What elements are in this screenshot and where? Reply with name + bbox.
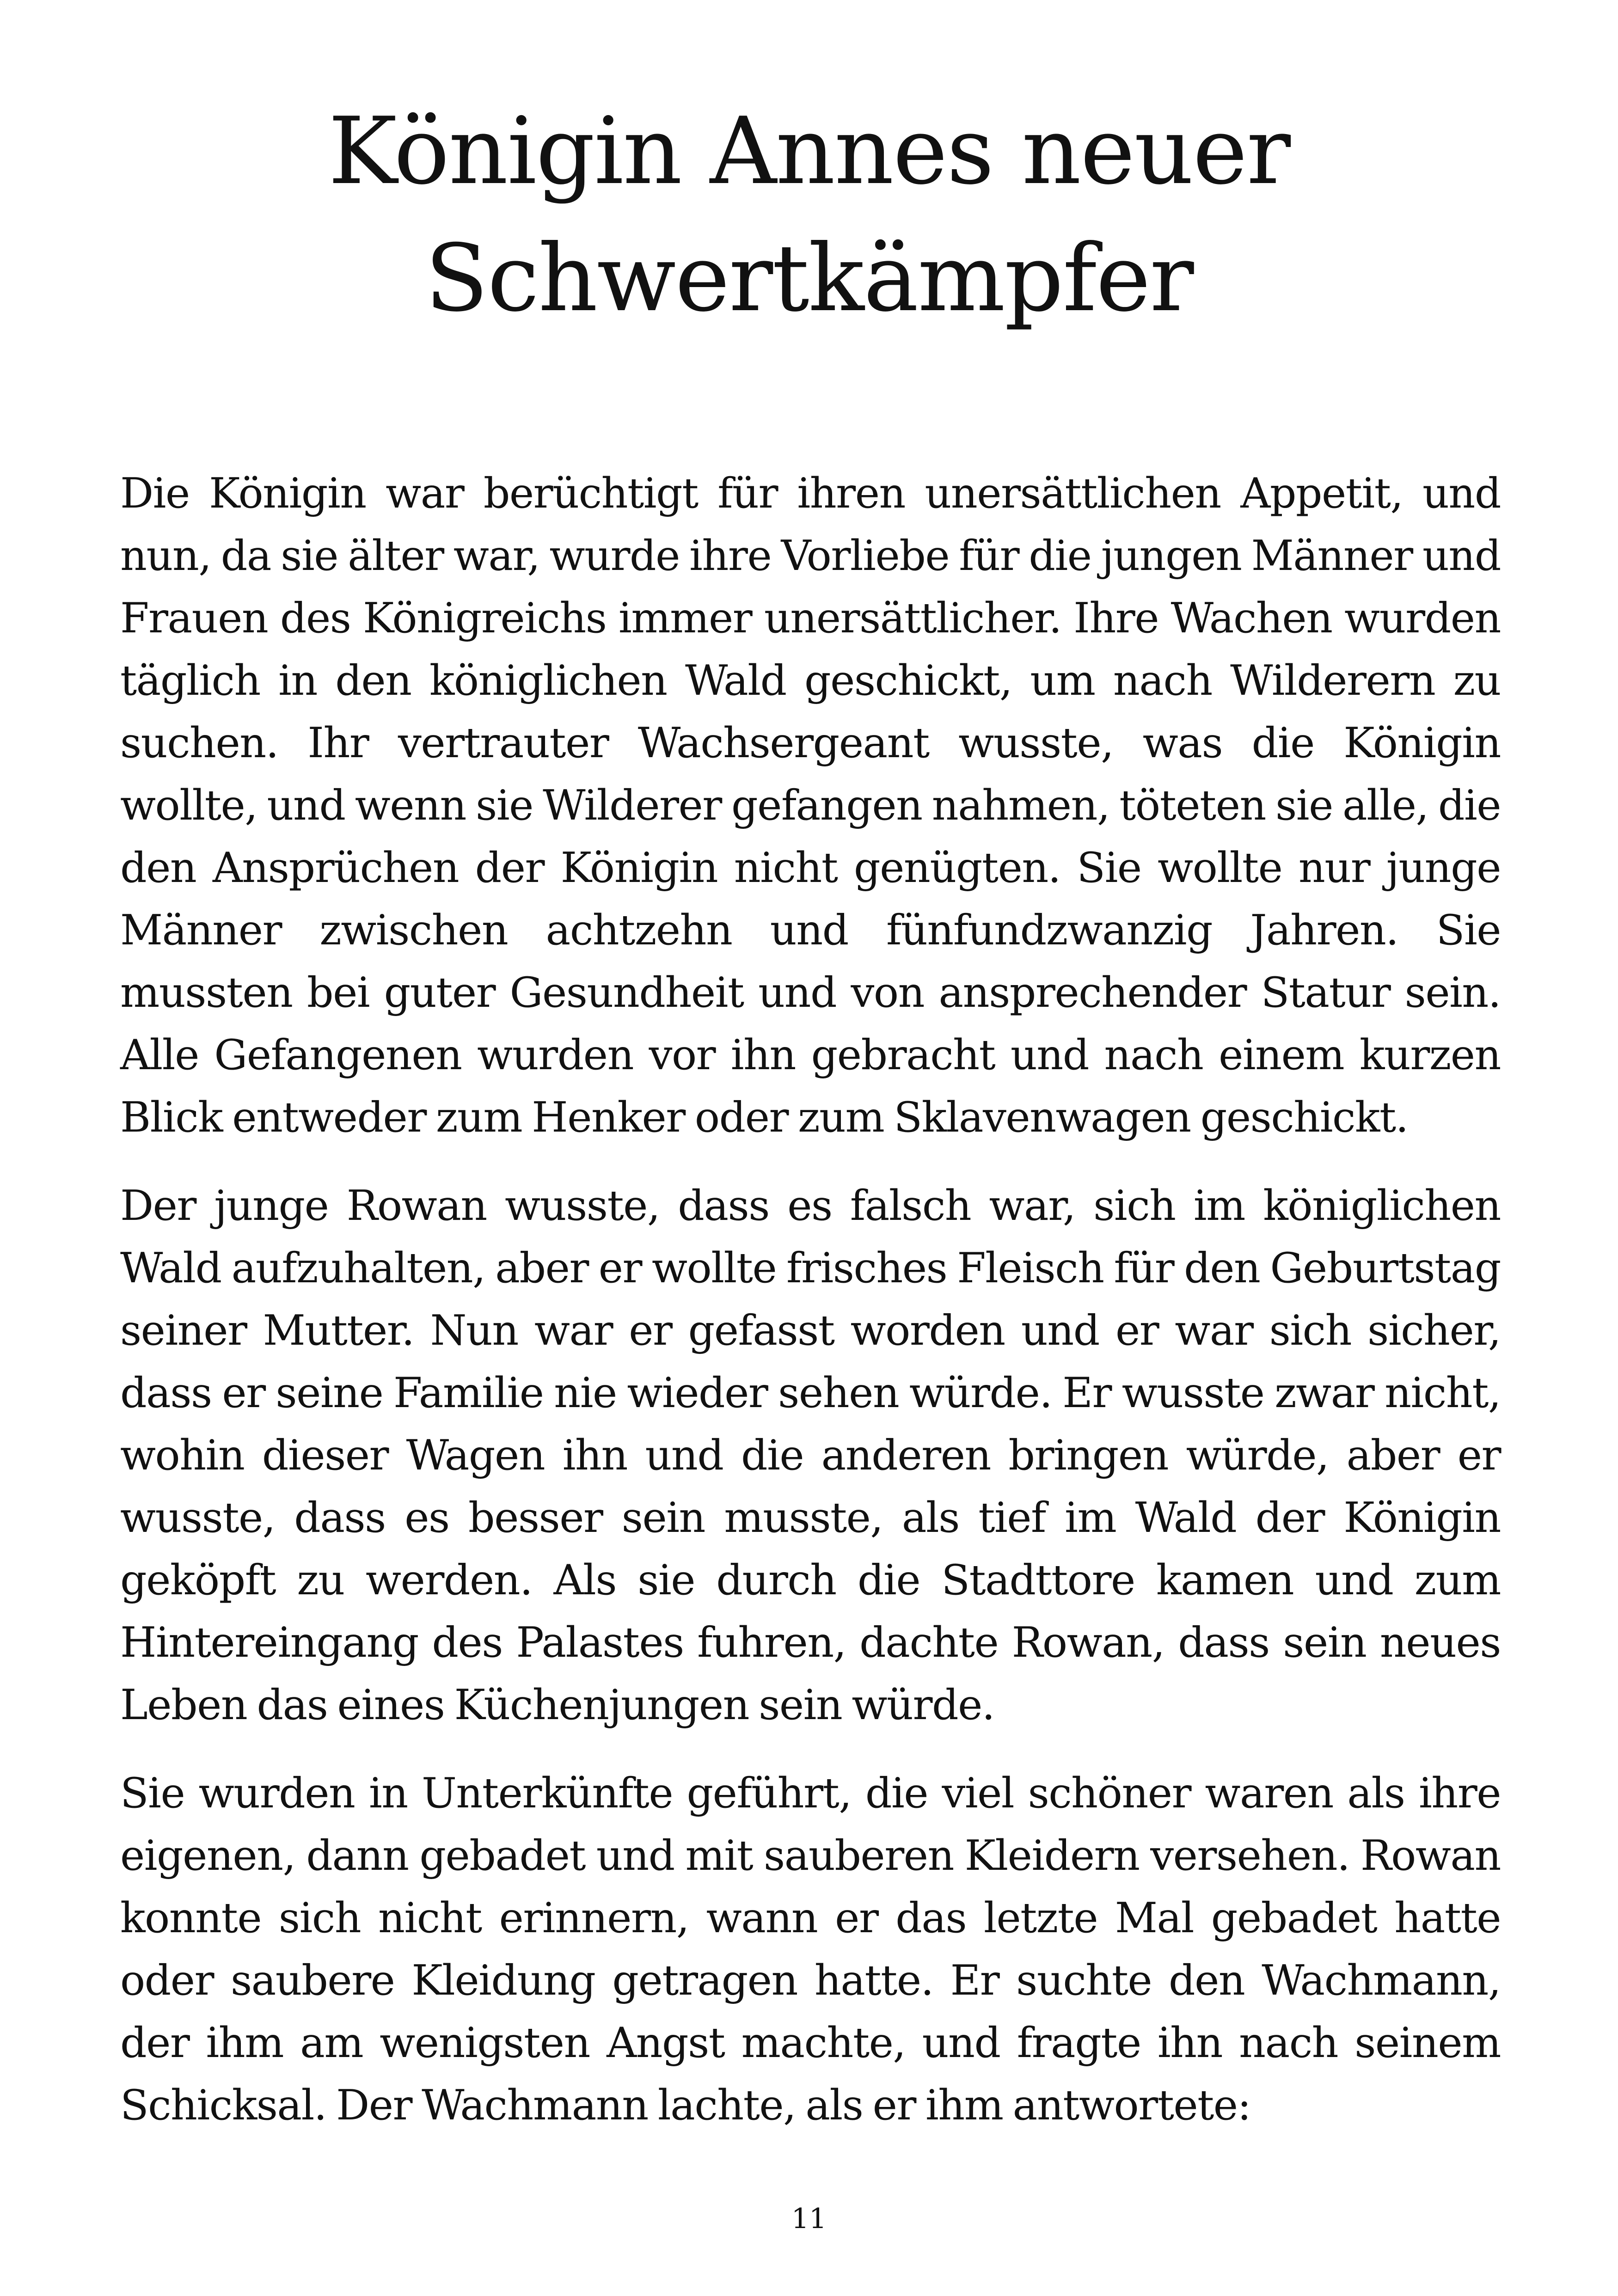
paragraph-3: Sie wurden in Unterkünfte geführt, die viel schöner waren als ihre eigenen, dann gebadet und mit sauberen Kleidern versehen. Rowan konnte sich nicht erinnern, wann er das letzte Mal gebadet hatte oder saubere Kleidung getragen hatte. Er suchte den Wachmann, der ihm am wenigsten Angst machte, und fragte ihn nach seinem Schicksal. Der Wachmann lachte, als er ihm antwortete:: [120, 1769, 1501, 2130]
page-number: 11: [791, 2203, 827, 2235]
paragraph-1: Die Königin war berüchtigt für ihren unersättlichen Appetit, und nun, da sie älter war, wurde ihre Vorliebe für die jungen Männer und Frauen des Königreichs immer unersättlicher. Ihre Wachen wurden täglich in den königlichen Wald geschickt, um nach Wilderern zu suchen. Ihr vertrauter Wachsergeant wusste, was die Königin wollte, und wenn sie Wilderer gefangen nahmen, töteten sie alle, die den Ansprüchen der Königin nicht genügten. Sie wollte nur junge Männer zwischen achtzehn und fünfundzwanzig Jahren. Sie mussten bei guter Gesundheit und von ansprechender Statur sein. Alle Gefangenen wurden vor ihn gebracht und nach einem kurzen Blick entweder zum Henker oder zum Sklavenwagen geschickt.: [120, 469, 1501, 1142]
paragraph-2: Der junge Rowan wusste, dass es falsch war, sich im königlichen Wald aufzuhalten, aber er wollte frisches Fleisch für den Geburtstag seiner Mutter. Nun war er gefasst worden und er war sich sicher, dass er seine Familie nie wieder sehen würde. Er wusste zwar nicht, wohin dieser Wagen ihn und die anderen bringen würde, aber er wusste, dass es besser sein musste, als tief im Wald der Königin geköpft zu werden. Als sie durch die Stadttore kamen und zum Hintereingang des Palastes fuhren, dachte Rowan, dass sein neues Leben das eines Küchenjungen sein würde.: [120, 1182, 1501, 1729]
chapter-title: Königin Annes neuer Schwertkämpfer: [328, 98, 1290, 332]
chapter-body: [120, 462, 1501, 2162]
